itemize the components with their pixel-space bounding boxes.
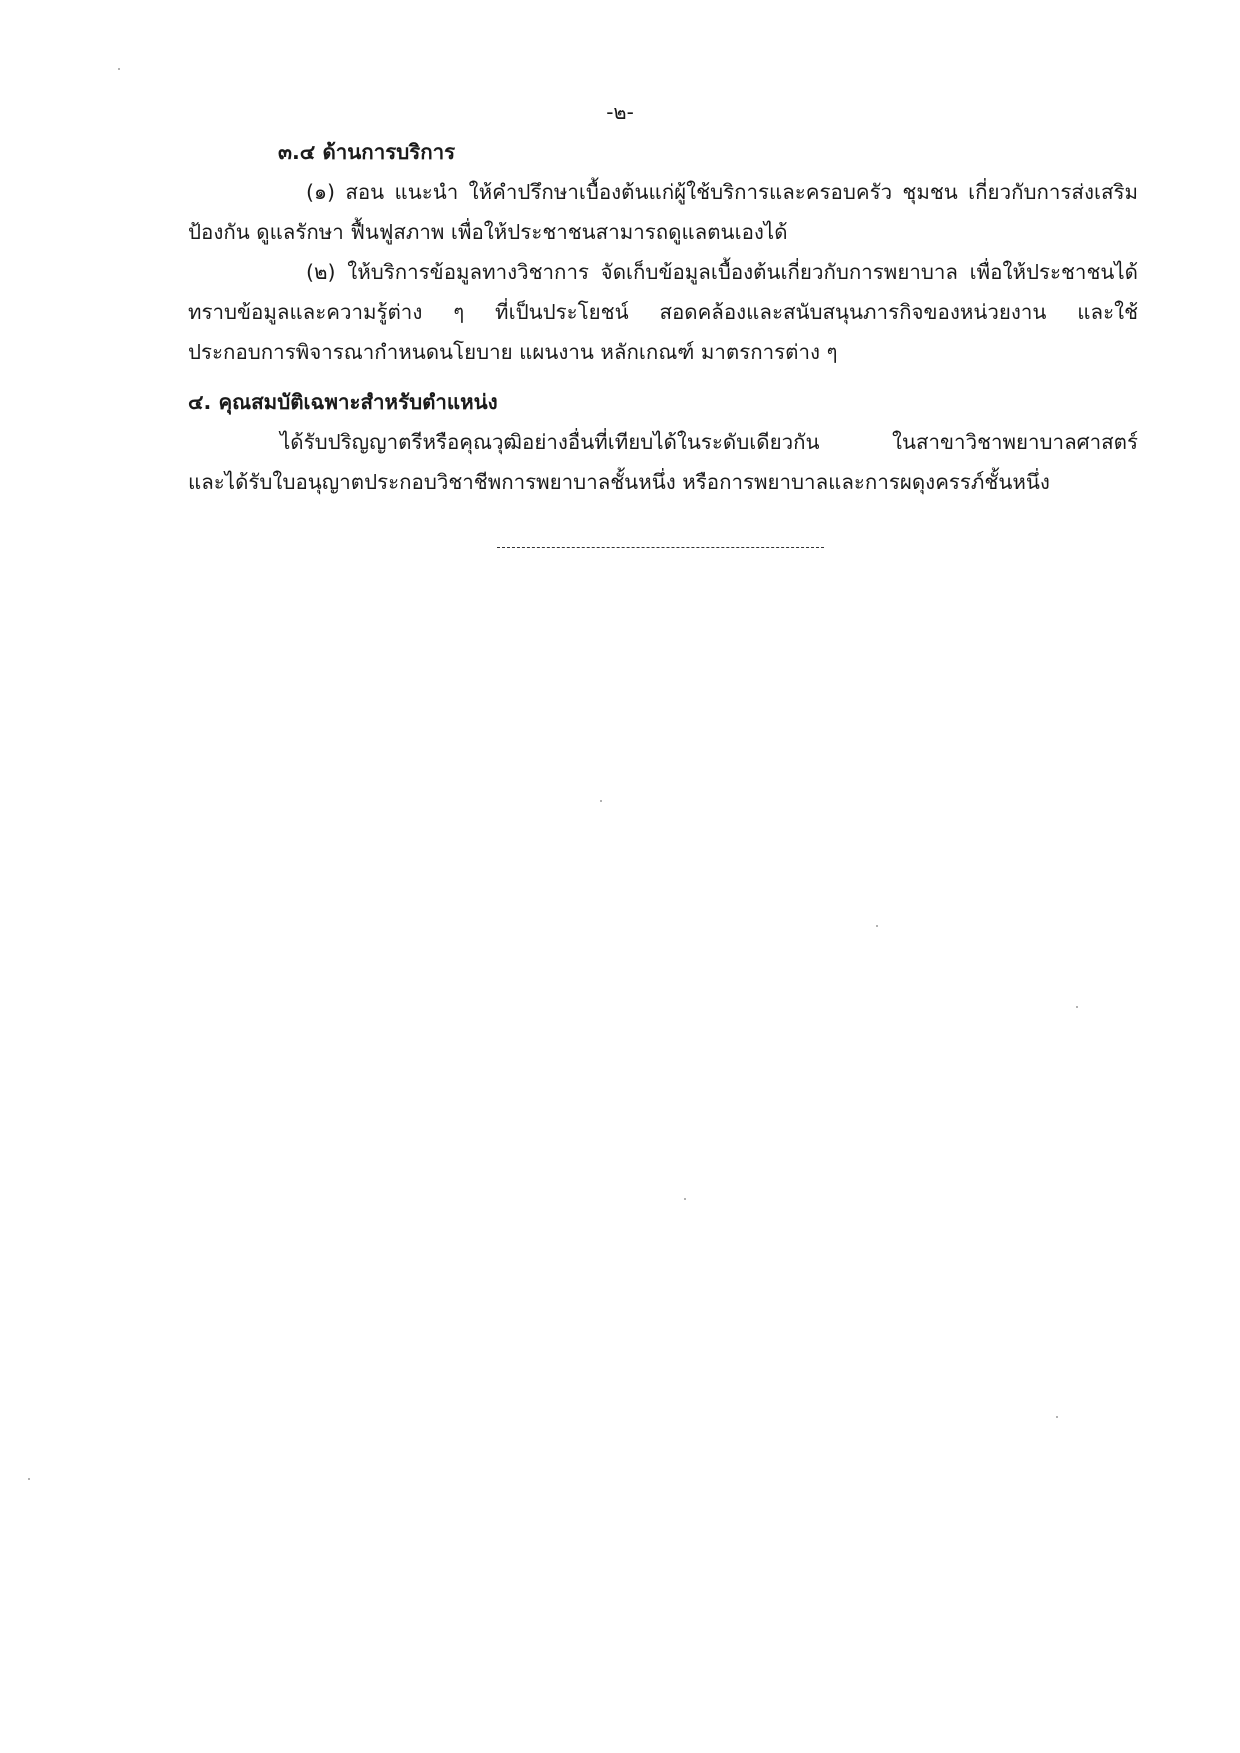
scan-speck — [1076, 1006, 1078, 1008]
scan-speck — [28, 1478, 30, 1480]
item-2-line-3: ประกอบการพิจารณากำหนดนโยบาย แผนงาน หลักเกณฑ์ มาตรการต่าง ๆ — [188, 340, 838, 364]
document-body — [188, 132, 1138, 502]
section-4-heading: ๔. คุณสมบัติเฉพาะสำหรับตำแหน่ง — [188, 390, 498, 414]
scan-speck — [118, 68, 120, 70]
section-3-4-heading: ๓.๔ ด้านการบริการ — [278, 140, 456, 164]
scan-speck — [1056, 1416, 1058, 1418]
scan-speck — [684, 1198, 686, 1200]
qualification-line-2: และได้รับใบอนุญาตประกอบวิชาชีพการพยาบาลชั้นหนึ่ง หรือการพยาบาลและการผดุงครรภ์ชั้นหนึ่ง — [188, 470, 1050, 494]
item-1-line-2: ป้องกัน ดูแลรักษา ฟื้นฟูสภาพ เพื่อให้ประชาชนสามารถดูแลตนเองได้ — [188, 220, 788, 244]
scan-speck — [600, 800, 602, 802]
item-2-line-2: ทราบข้อมูลและความรู้ต่าง ๆ ที่เป็นประโยชน์ สอดคล้องและสนับสนุนภารกิจของหน่วยงาน และใช้ — [188, 300, 1138, 324]
page-number: -๒- — [606, 100, 634, 124]
item-1-line-1: (๑) สอน แนะนำ ให้คำปรึกษาเบื้องต้นแก่ผู้ใช้บริการและครอบครัว ชุมชน เกี่ยวกับการส่งเสริม — [306, 180, 1138, 204]
qualification-line-1: ได้รับปริญญาตรีหรือคุณวุฒิอย่างอื่นที่เทียบได้ในระดับเดียวกัน ในสาขาวิชาพยาบาลศาสตร์ — [280, 430, 1138, 454]
item-2-line-1: (๒) ให้บริการข้อมูลทางวิชาการ จัดเก็บข้อมูลเบื้องต้นเกี่ยวกับการพยาบาล เพื่อให้ประชาชนได้ — [306, 260, 1138, 284]
end-divider — [497, 547, 824, 548]
scan-speck — [876, 925, 878, 927]
